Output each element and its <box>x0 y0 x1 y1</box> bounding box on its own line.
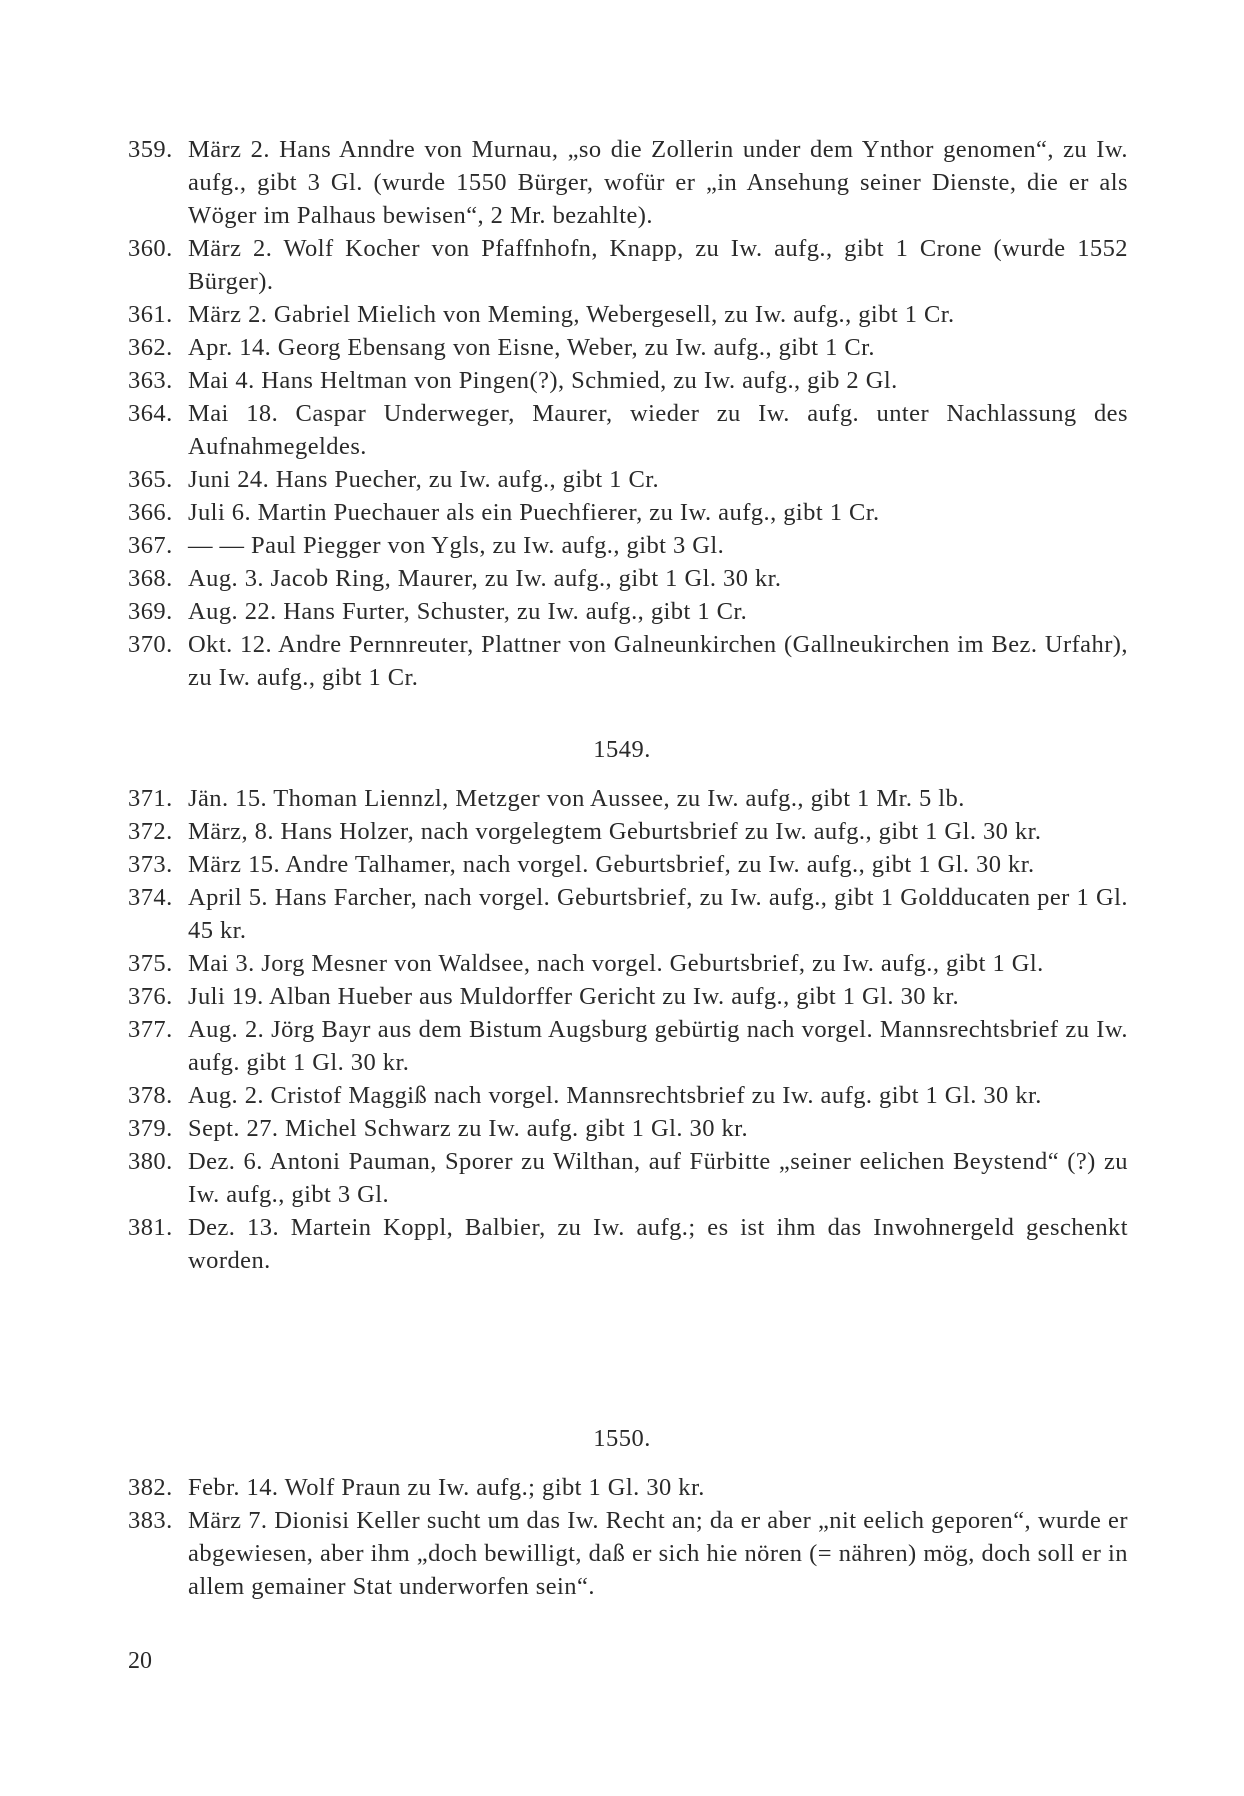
entry-369 <box>128 595 1128 628</box>
entry-text: Mai 4. Hans Heltman von Pingen(?), Schmied, zu Iw. aufg., gib 2 Gl. <box>188 367 898 394</box>
entry-text: März 15. Andre Talhamer, nach vorgel. Geburtsbrief, zu Iw. aufg., gibt 1 Gl. 30 kr. <box>188 851 1035 878</box>
entry-368 <box>128 562 1128 595</box>
entry-number: 365. <box>128 466 173 493</box>
entry-text: März, 8. Hans Holzer, nach vorgelegtem Geburtsbrief zu Iw. aufg., gibt 1 Gl. 30 kr. <box>188 818 1042 845</box>
entry-380 <box>128 1145 1128 1211</box>
entry-text: Mai 3. Jorg Mesner von Waldsee, nach vorgel. Geburtsbrief, zu Iw. aufg., gibt 1 Gl. <box>188 950 1044 977</box>
entry-text: April 5. Hans Farcher, nach vorgel. Geburtsbrief, zu Iw. aufg., gibt 1 Goldducaten per 1 Gl. 45 kr. <box>188 884 1128 944</box>
entry-number: 361. <box>128 301 173 328</box>
entry-number: 374. <box>128 884 173 911</box>
entry-number: 369. <box>128 598 173 625</box>
entry-text: Mai 18. Caspar Underweger, Maurer, wieder zu Iw. aufg. unter Nachlassung des Aufnahmegeldes. <box>188 400 1128 460</box>
entry-text: Sept. 27. Michel Schwarz zu Iw. aufg. gibt 1 Gl. 30 kr. <box>188 1115 749 1142</box>
entry-360 <box>128 232 1128 298</box>
entry-text: März 2. Wolf Kocher von Pfaffnhofn, Knapp, zu Iw. aufg., gibt 1 Crone (wurde 1552 Bürger). <box>188 235 1128 295</box>
entry-379 <box>128 1112 1128 1145</box>
entry-text: Juli 19. Alban Hueber aus Muldorffer Gericht zu Iw. aufg., gibt 1 Gl. 30 kr. <box>188 983 960 1010</box>
entry-370 <box>128 628 1128 694</box>
entries-block-1548 <box>128 133 1128 694</box>
entry-366 <box>128 496 1128 529</box>
entry-text: — — Paul Piegger von Ygls, zu Iw. aufg., gibt 3 Gl. <box>188 532 725 559</box>
entry-362 <box>128 331 1128 364</box>
entry-text: Juli 6. Martin Puechauer als ein Puechfierer, zu Iw. aufg., gibt 1 Cr. <box>188 499 880 526</box>
entry-number: 377. <box>128 1016 173 1043</box>
entry-382 <box>128 1471 1128 1504</box>
entry-number: 376. <box>128 983 173 1010</box>
entry-374 <box>128 881 1128 947</box>
entry-number: 383. <box>128 1507 173 1534</box>
entry-number: 367. <box>128 532 173 559</box>
entry-number: 378. <box>128 1082 173 1109</box>
year-heading-1550: 1550. <box>593 1425 651 1452</box>
entry-text: Dez. 13. Martein Koppl, Balbier, zu Iw. aufg.; es ist ihm das Inwohnergeld geschenkt worden. <box>188 1214 1128 1274</box>
entry-number: 360. <box>128 235 173 262</box>
entry-number: 372. <box>128 818 173 845</box>
entry-text: März 2. Hans Anndre von Murnau, „so die Zollerin under dem Ynthor genomen“, zu Iw. aufg., gibt 3 Gl. (wurde 1550 Bürger, wofür er „in Ansehung seiner Dienste, die er als Wöger im Palhaus bewisen“, 2 Mr. bezahlte). <box>188 136 1128 229</box>
entry-371 <box>128 782 1128 815</box>
entry-number: 375. <box>128 950 173 977</box>
entry-363 <box>128 364 1128 397</box>
entry-364 <box>128 397 1128 463</box>
entry-number: 364. <box>128 400 173 427</box>
entry-number: 380. <box>128 1148 173 1175</box>
entry-377 <box>128 1013 1128 1079</box>
entry-367 <box>128 529 1128 562</box>
entry-number: 381. <box>128 1214 173 1241</box>
entry-text: Aug. 2. Cristof Maggiß nach vorgel. Mannsrechtsbrief zu Iw. aufg. gibt 1 Gl. 30 kr. <box>188 1082 1042 1109</box>
entry-376 <box>128 980 1128 1013</box>
entry-text: März 7. Dionisi Keller sucht um das Iw. Recht an; da er aber „nit eelich geporen“, wurde er abgewiesen, aber ihm „doch bewilligt, daß er sich hie nören (= nähren) mög, doch soll er in allem gemainer Stat underworfen sein“. <box>188 1507 1128 1600</box>
entry-text: Apr. 14. Georg Ebensang von Eisne, Weber, zu Iw. aufg., gibt 1 Cr. <box>188 334 875 361</box>
entry-375 <box>128 947 1128 980</box>
entry-text: Jän. 15. Thoman Liennzl, Metzger von Aussee, zu Iw. aufg., gibt 1 Mr. 5 lb. <box>188 785 965 812</box>
entry-text: Dez. 6. Antoni Pauman, Sporer zu Wilthan, auf Fürbitte „seiner eelichen Beystend“ (?) zu Iw. aufg., gibt 3 Gl. <box>188 1148 1128 1208</box>
entry-383 <box>128 1504 1128 1603</box>
entry-359 <box>128 133 1128 232</box>
entry-text: Okt. 12. Andre Pernnreuter, Plattner von Galneunkirchen (Gallneukirchen im Bez. Urfahr), zu Iw. aufg., gibt 1 Cr. <box>188 631 1128 691</box>
entry-number: 371. <box>128 785 173 812</box>
page-number: 20 <box>128 1648 152 1674</box>
entry-361 <box>128 298 1128 331</box>
entry-number: 366. <box>128 499 173 526</box>
entry-number: 359. <box>128 136 173 163</box>
entry-372 <box>128 815 1128 848</box>
entry-text: Aug. 3. Jacob Ring, Maurer, zu Iw. aufg., gibt 1 Gl. 30 kr. <box>188 565 782 592</box>
entries-block-1550 <box>128 1471 1128 1603</box>
entry-text: Aug. 22. Hans Furter, Schuster, zu Iw. aufg., gibt 1 Cr. <box>188 598 748 625</box>
entry-378 <box>128 1079 1128 1112</box>
entry-text: März 2. Gabriel Mielich von Meming, Webergesell, zu Iw. aufg., gibt 1 Cr. <box>188 301 955 328</box>
entry-381 <box>128 1211 1128 1277</box>
entry-text: Juni 24. Hans Puecher, zu Iw. aufg., gibt 1 Cr. <box>188 466 660 493</box>
entry-365 <box>128 463 1128 496</box>
entry-number: 368. <box>128 565 173 592</box>
entry-text: Febr. 14. Wolf Praun zu Iw. aufg.; gibt 1 Gl. 30 kr. <box>188 1474 705 1501</box>
entry-number: 370. <box>128 631 173 658</box>
entry-text: Aug. 2. Jörg Bayr aus dem Bistum Augsburg gebürtig nach vorgel. Mannsrechtsbrief zu Iw. aufg. gibt 1 Gl. 30 kr. <box>188 1016 1128 1076</box>
entry-number: 382. <box>128 1474 173 1501</box>
entry-number: 363. <box>128 367 173 394</box>
year-heading-1549: 1549. <box>593 736 651 763</box>
entry-number: 373. <box>128 851 173 878</box>
entry-373 <box>128 848 1128 881</box>
entry-number: 379. <box>128 1115 173 1142</box>
entry-number: 362. <box>128 334 173 361</box>
entries-block-1549 <box>128 782 1128 1277</box>
